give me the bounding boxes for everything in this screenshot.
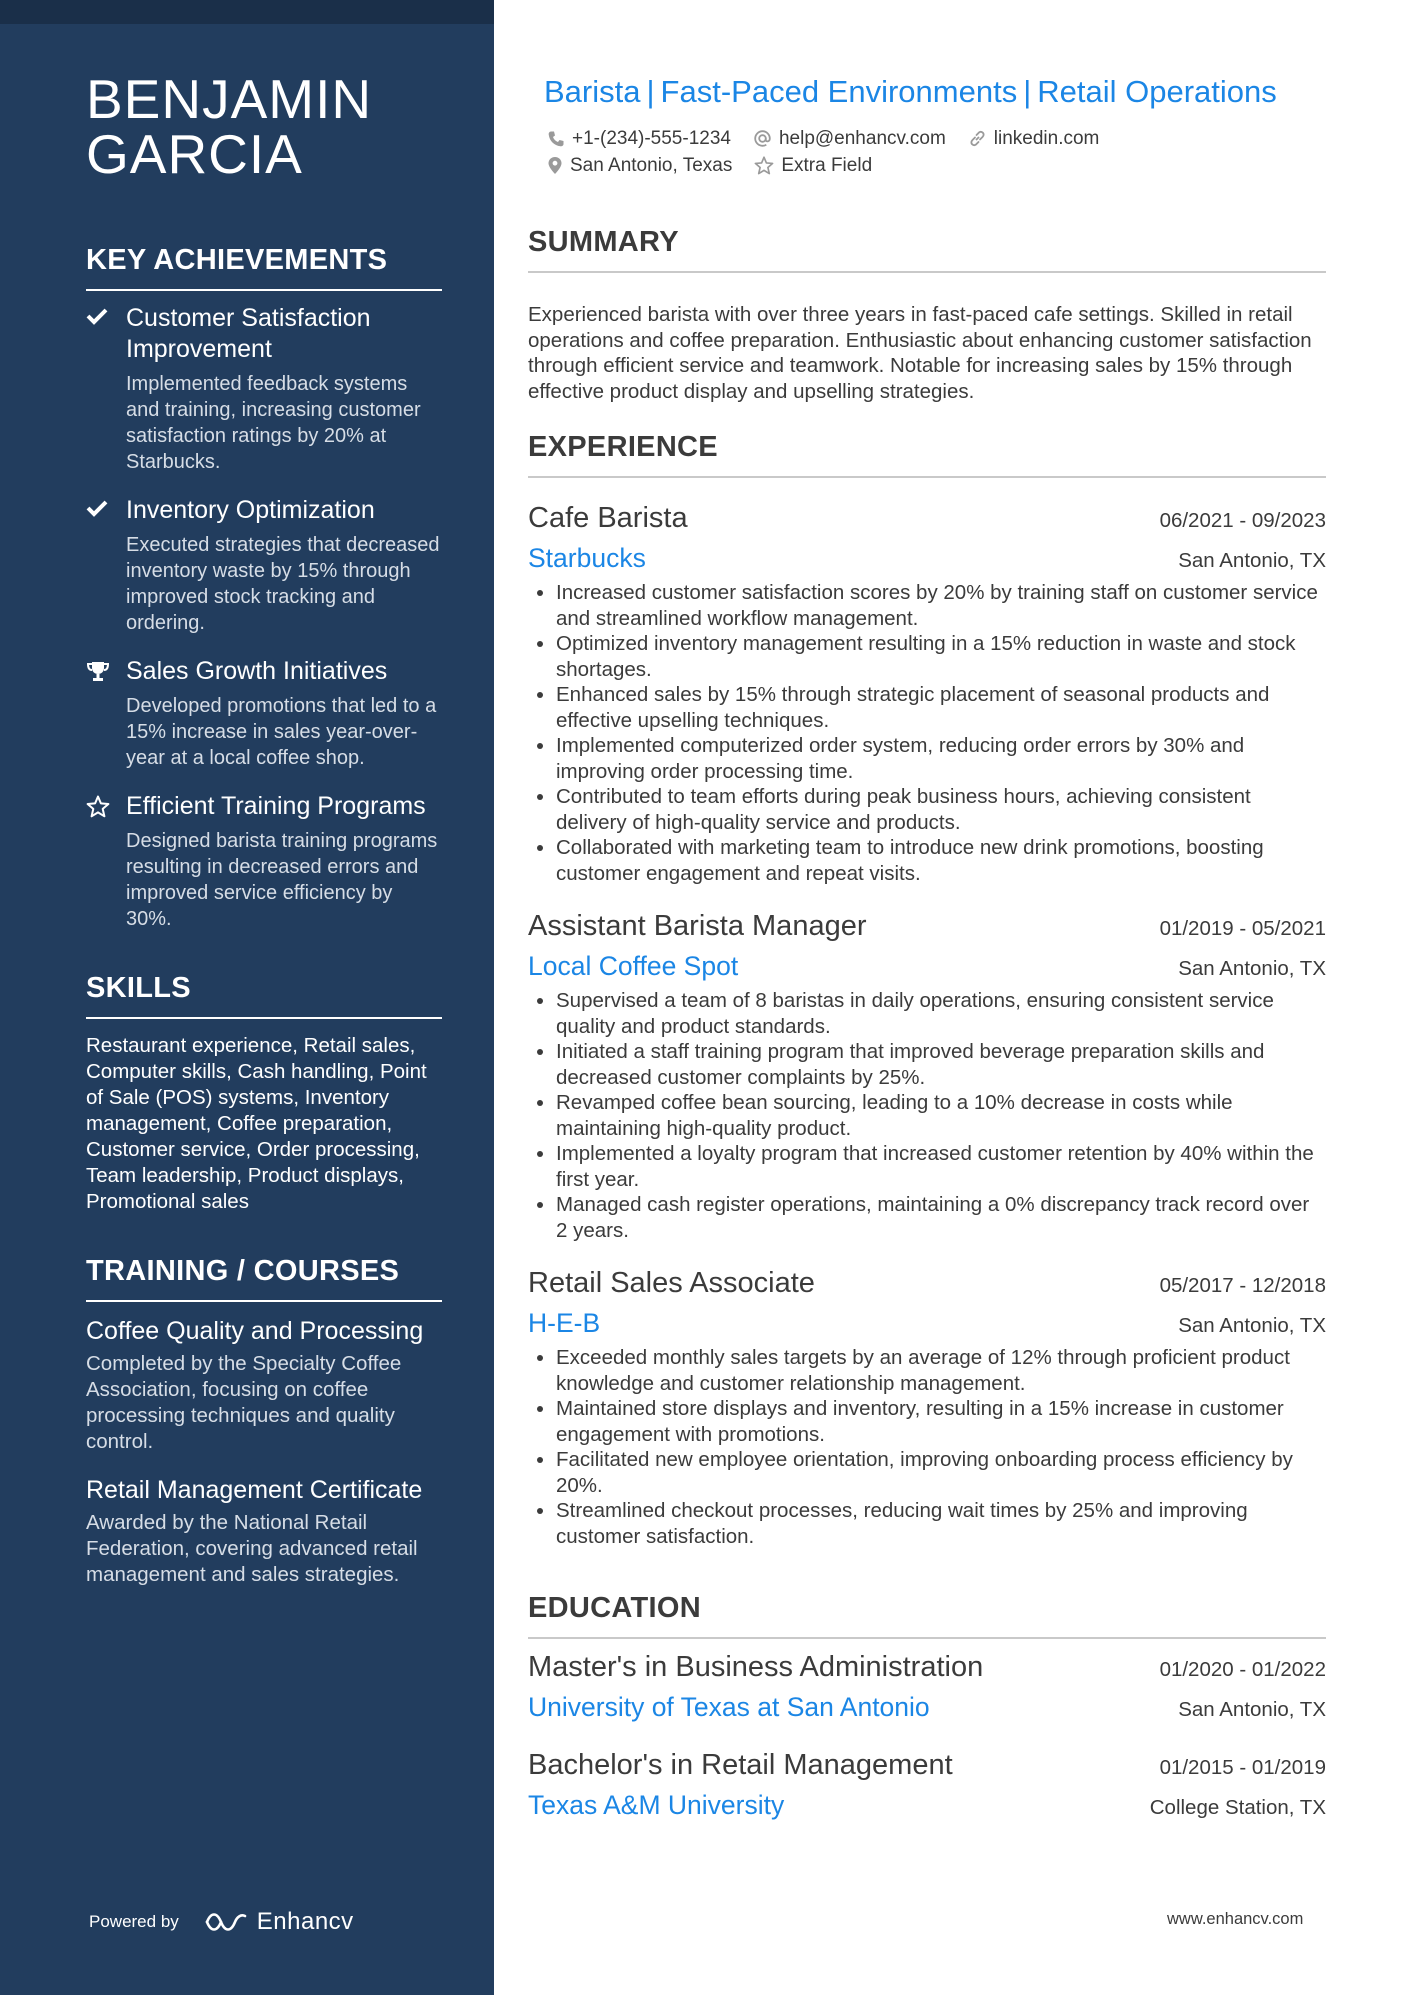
job-bullets: [528, 580, 1326, 886]
job-bullet: • Exceeded monthly sales targets by an average of 12% through proficient product knowledge and customer relationship management.: [556, 1345, 1326, 1396]
phone-icon: [547, 130, 565, 148]
education-entry: [528, 1651, 1326, 1723]
last-name: GARCIA: [86, 123, 303, 185]
training-heading: TRAINING / COURSES: [86, 1255, 442, 1302]
headline-role: Fast-Paced Environments: [660, 74, 1018, 109]
degree-title: Master's in Business Administration: [528, 1651, 984, 1683]
link-icon: [968, 129, 987, 148]
company-name: Starbucks: [528, 543, 646, 573]
job-title: Cafe Barista: [528, 502, 688, 534]
job-location: San Antonio, TX: [1178, 957, 1326, 980]
achievement-title: Inventory Optimization: [126, 496, 375, 524]
achievements-heading: KEY ACHIEVEMENTS: [86, 244, 442, 291]
experience-entry: [528, 910, 1326, 1243]
job-bullet: • Implemented computerized order system, reducing order errors by 30% and improving order processing time.: [556, 733, 1326, 784]
course-title: Retail Management Certificate: [86, 1476, 423, 1504]
achievements-section: [86, 244, 442, 932]
email-contact[interactable]: [753, 128, 946, 150]
job-bullet: • Collaborated with marketing team to introduce new drink promotions, boosting customer engagement and repeat visits.: [556, 835, 1326, 886]
job-bullet: • Revamped coffee bean sourcing, leading to a 10% decrease in costs while maintaining high-quality product.: [556, 1090, 1326, 1141]
job-bullet: • Managed cash register operations, maintaining a 0% discrepancy track record over 2 years.: [556, 1192, 1326, 1243]
school-name: University of Texas at San Antonio: [528, 1692, 930, 1722]
summary-text: Experienced barista with over three years in fast-paced cafe settings. Skilled in retail operations and coffee preparation. Enthusiastic about enhancing customer satisfaction through efficient service and teamwork. Notable for increasing sales by 15% through effective product display and upselling strategies.: [528, 303, 1312, 403]
education-dates: 01/2020 - 01/2022: [1159, 1658, 1326, 1681]
sidebar-top-bar: [0, 0, 494, 24]
achievement-item: [86, 656, 442, 771]
school-name: Texas A&M University: [528, 1790, 785, 1820]
job-bullet: • Facilitated new employee orientation, improving onboarding process efficiency by 20%.: [556, 1447, 1326, 1498]
trophy-icon: [86, 656, 126, 771]
job-bullet: • Maintained store displays and inventory, resulting in a 15% increase in customer engagement with promotions.: [556, 1396, 1326, 1447]
job-bullet: • Initiated a staff training program that improved beverage preparation skills and decreased customer complaints by 25%.: [556, 1039, 1326, 1090]
course-title: Coffee Quality and Processing: [86, 1317, 424, 1345]
job-bullet: • Enhanced sales by 15% through strategic placement of seasonal products and effective upselling techniques.: [556, 682, 1326, 733]
check-icon: [86, 303, 126, 475]
at-icon: [753, 129, 772, 148]
company-name: Local Coffee Spot: [528, 951, 739, 981]
location-text: San Antonio, Texas: [570, 154, 733, 176]
course-desc: Completed by the Specialty Coffee Association, focusing on coffee processing techniques and quality control.: [86, 1352, 402, 1453]
degree-title: Bachelor's in Retail Management: [528, 1749, 953, 1781]
achievement-desc: Executed strategies that decreased inventory waste by 15% through improved stock tracking and ordering.: [126, 534, 440, 634]
job-title: Assistant Barista Manager: [528, 910, 867, 942]
enhancv-logo-icon: [203, 1910, 249, 1934]
extra-field-contact: [754, 155, 872, 177]
course-item: [86, 1316, 442, 1455]
linkedin-text: linkedin.com: [993, 127, 1100, 149]
star-icon: [86, 791, 126, 932]
job-title: Retail Sales Associate: [528, 1267, 815, 1299]
achievement-item: [86, 495, 442, 636]
course-desc: Awarded by the National Retail Federation, covering advanced retail management and sales strategies.: [86, 1511, 418, 1586]
achievement-title: Sales Growth Initiatives: [126, 657, 388, 685]
experience-entry: [528, 1267, 1326, 1549]
first-name: BENJAMIN: [86, 68, 373, 130]
headline-separator: |: [646, 74, 655, 109]
summary-heading: SUMMARY: [528, 226, 1326, 273]
job-bullet: • Increased customer satisfaction scores by 20% by training staff on customer service and streamlined workflow management.: [556, 580, 1326, 631]
contact-info: [547, 125, 1121, 179]
headline-separator: |: [1023, 74, 1032, 109]
job-dates: 06/2021 - 09/2023: [1159, 509, 1326, 532]
phone-text: +1-(234)-555-1234: [572, 127, 731, 149]
job-location: San Antonio, TX: [1178, 549, 1326, 572]
company-name: H-E-B: [528, 1308, 601, 1338]
achievement-title: Customer Satisfaction Improvement: [126, 304, 371, 363]
skills-section: [86, 972, 442, 1215]
location-pin-icon: [547, 156, 563, 175]
training-section: [86, 1255, 442, 1588]
headline: [544, 74, 1277, 110]
job-bullet: • Supervised a team of 8 baristas in daily operations, ensuring consistent service quality and product standards.: [556, 988, 1326, 1039]
school-location: College Station, TX: [1149, 1796, 1326, 1819]
school-location: San Antonio, TX: [1178, 1698, 1326, 1721]
education-entry: [528, 1749, 1326, 1821]
job-bullet: • Implemented a loyalty program that increased customer retention by 40% within the first year.: [556, 1141, 1326, 1192]
job-bullets: [528, 988, 1326, 1243]
course-item: [86, 1475, 442, 1588]
job-dates: 05/2017 - 12/2018: [1159, 1274, 1326, 1297]
achievement-desc: Designed barista training programs resulting in decreased errors and improved service efficiency by 30%.: [126, 830, 438, 930]
phone-contact[interactable]: [547, 128, 731, 150]
candidate-name: [86, 68, 442, 185]
achievement-desc: Implemented feedback systems and training, increasing customer satisfaction ratings by 20% at Starbucks.: [126, 373, 421, 473]
headline-role: Barista: [544, 74, 641, 109]
skills-heading: SKILLS: [86, 972, 442, 1019]
job-dates: 01/2019 - 05/2021: [1159, 917, 1326, 940]
experience-heading: EXPERIENCE: [528, 431, 1326, 478]
location-contact: [547, 155, 732, 177]
powered-by: [89, 1908, 354, 1936]
achievement-desc: Developed promotions that led to a 15% increase in sales year-over-year at a local coffee shop.: [126, 695, 437, 769]
job-bullet: • Optimized inventory management resulting in a 15% reduction in waste and stock shortages.: [556, 631, 1326, 682]
footer-url[interactable]: www.enhancv.com: [1167, 1910, 1304, 1928]
linkedin-contact[interactable]: [968, 128, 1100, 150]
email-text: help@enhancv.com: [778, 127, 946, 149]
job-bullets: [528, 1345, 1326, 1549]
achievement-item: [86, 791, 442, 932]
job-bullet: • Contributed to team efforts during peak business hours, achieving consistent delivery of high-quality service and products.: [556, 784, 1326, 835]
experience-entry: [528, 502, 1326, 886]
enhancv-logo[interactable]: [203, 1908, 354, 1936]
enhancv-logo-text: Enhancv: [256, 1908, 354, 1935]
education-dates: 01/2015 - 01/2019: [1159, 1756, 1326, 1779]
job-bullet: • Streamlined checkout processes, reducing wait times by 25% and improving customer satisfaction.: [556, 1498, 1326, 1549]
powered-by-label: Powered by: [89, 1912, 179, 1931]
star-outline-icon: [754, 156, 774, 175]
check-icon: [86, 495, 126, 636]
headline-role: Retail Operations: [1037, 74, 1277, 109]
achievement-title: Efficient Training Programs: [126, 792, 426, 820]
education-heading: EDUCATION: [528, 1592, 1326, 1639]
skills-list: Restaurant experience, Retail sales, Computer skills, Cash handling, Point of Sale (POS) systems, Inventory management, Coffee preparation, Customer service, Order processing, Team leadership, Product displays, Promotional sales: [86, 1034, 427, 1213]
sidebar: [0, 0, 494, 1995]
achievement-item: [86, 303, 442, 475]
extra-field-text: Extra Field: [781, 154, 873, 176]
job-location: San Antonio, TX: [1178, 1314, 1326, 1337]
